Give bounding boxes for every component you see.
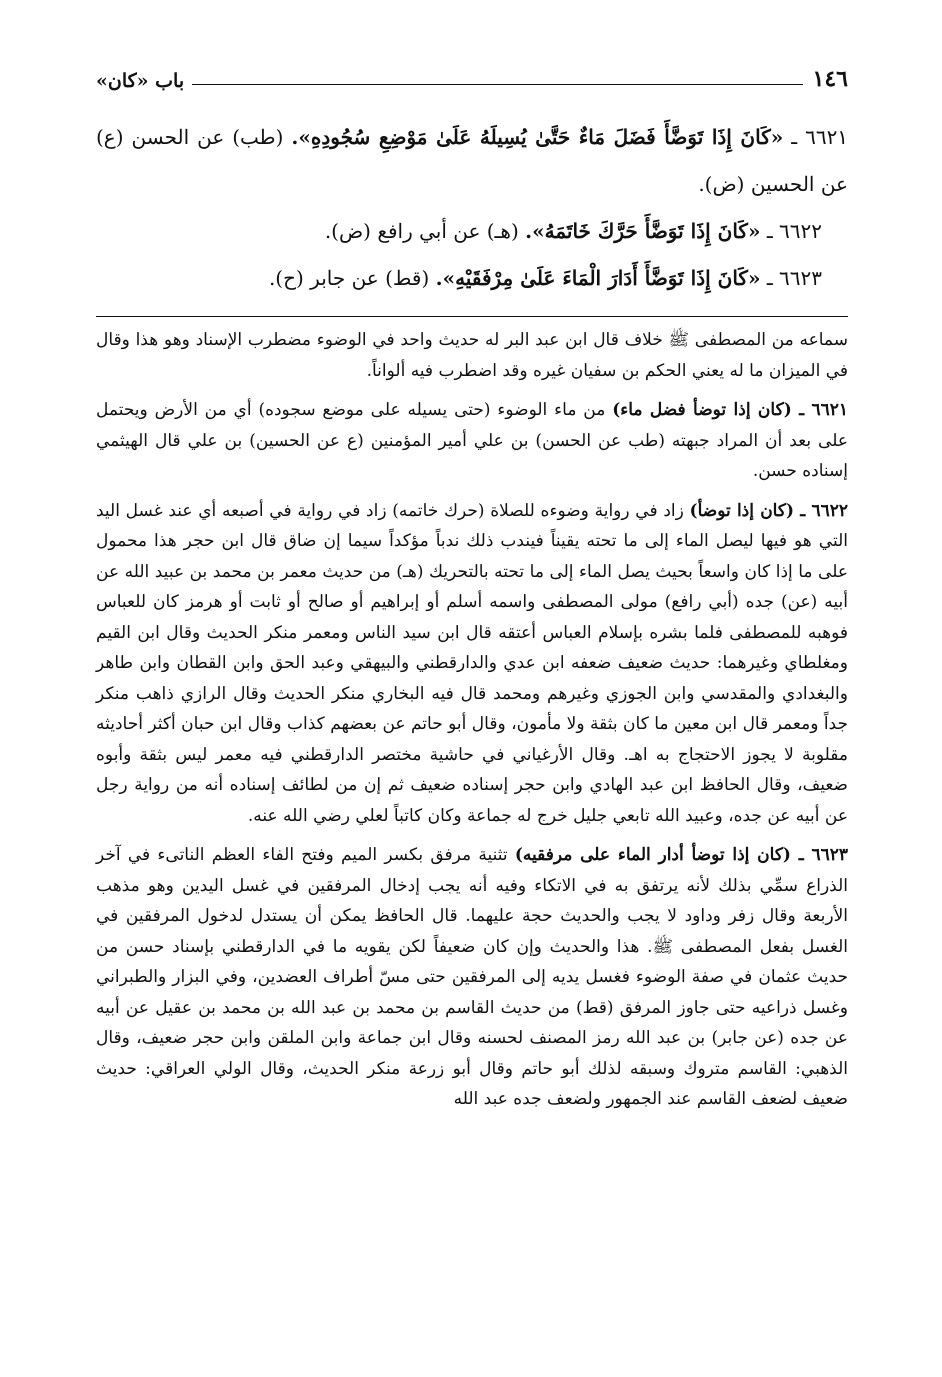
hadith-entry <box>96 255 848 302</box>
commentary-text: من ماء الوضوء (حتى يسيله على موضع سجوده) أي من الأرض ويحتمل على بعد أن المراد جبهته (طب عن الحسن) بن علي أمير المؤمنين (ع عن الحسين) بن علي قال الهيثمي إسناده حسن. <box>96 400 848 481</box>
header-rule <box>192 84 802 85</box>
hadith-entry <box>96 208 848 255</box>
commentary-text: زاد في رواية وضوءه للصلاة (حرك خاتمه) زاد في رواية في أصبعه أي عند غسل اليد التي هو فيها ليصل الماء إلى ما تحته يقيناً فيندب ذلك ندباً مؤكداً سيما إن ضاق قال ابن حجر هذا محمول على ما إذا كان واسعاً بحيث يصل الماء إلى ما تحته بالتحريك (هـ) من حديث معمر بن محمد بن عبيد الله عن أبيه (عن) جده (أبي رافع) مولى المصطفى واسمه أسلم أو إبراهيم أو صالح أو ثابت أو هرمز كان للعباس فوهبه للمصطفى فلما بشره بإسلام العباس أعتقه قال ابن سيد الناس ومعمر منكر الحديث وقال ابن القيم ومغلطاي وغيرهما: حديث ضعيف ضعفه ابن عدي والدارقطني والبيهقي وعبد الحق وابن القطان وابن طاهر والبغدادي والمقدسي وابن الجوزي وغيرهم ومحمد قال فيه البخاري منكر الحديث وقال الرازي ذاهب منكر جداً ومعمر قال ابن معين ما كان بثقة ولا مأمون، وقال أبو حاتم عن بعضهم كذاب وقال ابن حبان أكثر أحاديثه مقلوبة لا يجوز الاحتجاج به اهـ. وقال الأرغياني في حاشية مختصر الدارقطني فيه معمر ليس بثقة وأبوه ضعيف، وقال الحافظ ابن عبد الهادي وابن حجر إسناده ضعيف ثم إن من لطائف إسناده أنه من رواية رجل عن أبيه عن جده، وعبيد الله تابعي جليل خرج له جماعة وكان كاتباً لعلي رضي الله عنه. <box>96 500 848 826</box>
hadith-entry <box>96 114 848 208</box>
hadith-source: (قط) عن جابر (ح). <box>268 266 430 290</box>
hadith-number: ٦٦٢٢ ـ <box>766 219 822 243</box>
running-header <box>96 58 848 92</box>
commentary-text: سماعه من المصطفى ﷺ خلاف قال ابن عبد البر له حديث واحد في الوضوء مضطرب الإسناد وهو هذا وقال في الميزان ما له يعني الحكم بن سفيان غيره وقد اضطرب فيه ألواناً. <box>96 330 848 381</box>
hadith-source: (طب) عن الحسن (ع) عن الحسين (ض). <box>96 125 848 196</box>
hadith-text: «كَانَ إِذَا تَوَضَّأَ حَرَّكَ خَاتَمَهُ». <box>525 219 761 243</box>
hadith-text-section <box>96 114 848 302</box>
commentary-lead: ٦٦٢٢ ـ (كان إذا توضأ) <box>689 500 848 521</box>
commentary-paragraph <box>96 496 848 832</box>
commentary-paragraph <box>96 325 848 386</box>
commentary-lead: ٦٦٢٣ ـ (كان إذا توضأ أدار الماء على مرفقيه) <box>514 845 848 865</box>
chapter-title: باب «كان» <box>96 70 185 92</box>
hadith-source: (هـ) عن أبي رافع (ض). <box>324 219 519 243</box>
hadith-text: «كَانَ إِذَا تَوَضَّأَ فَضَلَ مَاءٌ حَتَّىٰ يُسِيلَهُ عَلَىٰ مَوْضِعِ سُجُودِهِ». <box>291 125 784 149</box>
hadith-number: ٦٦٢١ ـ <box>791 125 849 149</box>
page-number: ١٤٦ <box>812 66 848 92</box>
commentary-separator <box>96 316 848 317</box>
hadith-number: ٦٦٢٣ ـ <box>766 266 822 290</box>
hadith-text: «كَانَ إِذَا تَوَضَّأَ أَدَارَ الْمَاءَ عَلَىٰ مِرْفَقَيْهِ». <box>435 266 761 290</box>
commentary-paragraph <box>96 395 848 487</box>
commentary-paragraph <box>96 840 848 1115</box>
commentary-text: تثنية مرفق بكسر الميم وفتح الفاء العظم الناتىء في آخر الذراع سمِّي بذلك لأنه يرتفق به في الاتكاء وفيه أنه يجب إدخال المرفقين في غسل اليدين وهو مذهب الأربعة وقال زفر وداود لا يجب والحديث حجة عليهما. قال الحافظ يمكن أن يستدل لدخول المرفقين في الغسل بفعل المصطفى ﷺ. هذا والحديث وإن كان ضعيفاً لكن يقويه ما في الدارقطني بإسناد حسن من حديث عثمان في صفة الوضوء فغسل يديه إلى المرفقين حتى مسّ أطراف العضدين، وفي البزار والطبراني وغسل ذراعيه حتى جاوز المرفق (قط) من حديث القاسم بن محمد بن عبد الله بن محمد بن عقيل عن أبيه عن جده (عن جابر) بن عبد الله رمز المصنف لحسنه وقال ابن جماعة وابن الملقن وابن حجر ضعيف، وقال الذهبي: القاسم متروك وسبقه لذلك أبو حاتم وقال أبو زرعة منكر الحديث، وقال الولي العراقي: حديث ضعيف لضعف القاسم عند الجمهور ولضعف جده عبد الله <box>96 845 848 1109</box>
commentary-section <box>96 325 848 1115</box>
book-page <box>96 58 848 1124</box>
commentary-lead: ٦٦٢١ ـ (كان إذا توضأ فضل ماء) <box>612 400 848 420</box>
